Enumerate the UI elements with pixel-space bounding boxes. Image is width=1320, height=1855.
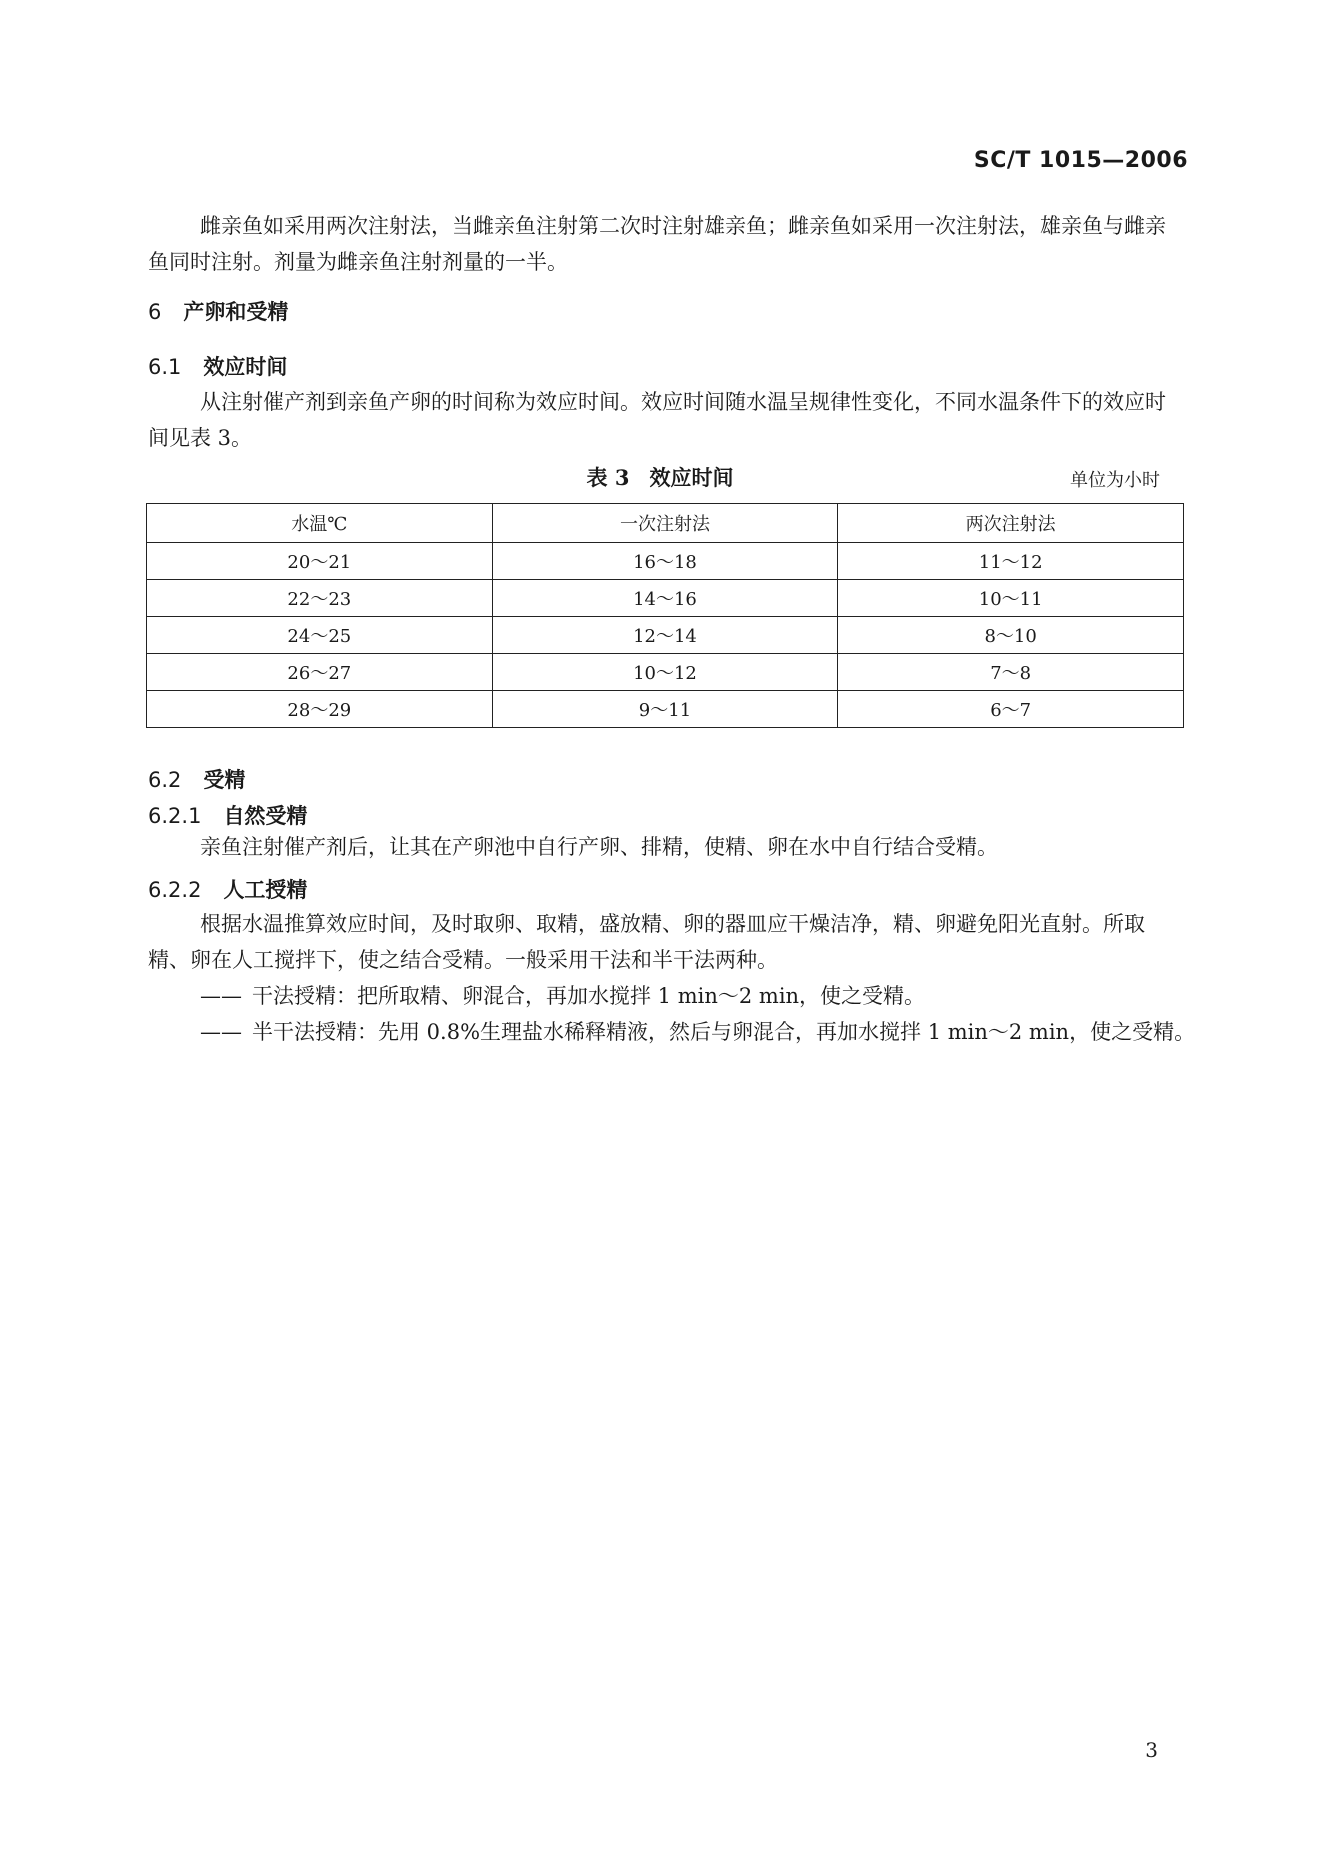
section-6-1-heading: [148, 351, 287, 381]
table-unit: 单位为小时: [1070, 470, 1160, 491]
list-item-dry-method: [200, 978, 1237, 1014]
list-item-text: 半干法授精：先用 0.8%生理盐水稀释精液，然后与卵混合，再加水搅拌 1 min～2 min，使之受精。: [252, 1020, 1196, 1044]
section-6-2-1-heading: [148, 800, 307, 830]
table-cell: 9～11: [492, 691, 838, 728]
intro-paragraph: 雌亲鱼如采用两次注射法，当雌亲鱼注射第二次时注射雄亲鱼；雌亲鱼如采用一次注射法，雄亲鱼与雌亲鱼同时注射。剂量为雌亲鱼注射剂量的一半。: [148, 214, 1166, 274]
section-number: 6.1: [148, 355, 182, 379]
table-row: [147, 654, 1184, 691]
section-number: 6.2.2: [148, 878, 202, 902]
table-cell: 6～7: [838, 691, 1184, 728]
section-6-2-2-heading: [148, 874, 307, 904]
section-6-2-2-paragraph: 根据水温推算效应时间，及时取卵、取精，盛放精、卵的器皿应干燥洁净，精、卵避免阳光直射。所取精、卵在人工搅拌下，使之结合受精。一般采用干法和半干法两种。: [148, 912, 1145, 972]
standard-code: SC/T 1015—2006: [973, 148, 1188, 173]
table-cell: 20～21: [147, 543, 493, 580]
header-double-injection: 两次注射法: [838, 504, 1184, 543]
page-number: 3: [1145, 1738, 1158, 1762]
list-item-text: 干法授精：把所取精、卵混合，再加水搅拌 1 min～2 min，使之受精。: [252, 984, 926, 1008]
table-cell: 8～10: [838, 617, 1184, 654]
table-row: [147, 617, 1184, 654]
section-title: 人工授精: [223, 877, 308, 902]
table-cell: 28～29: [147, 691, 493, 728]
effect-time-table: [146, 503, 1184, 728]
section-number: 6.2.1: [148, 804, 202, 828]
table-cell: 22～23: [147, 580, 493, 617]
section-6-1-paragraph: 从注射催产剂到亲鱼产卵的时间称为效应时间。效应时间随水温呈规律性变化，不同水温条件下的效应时间见表 3。: [148, 390, 1166, 450]
section-title: 自然受精: [223, 803, 308, 828]
table-cell: 16～18: [492, 543, 838, 580]
table-cell: 24～25: [147, 617, 493, 654]
table-caption-number: 表 3: [586, 465, 630, 490]
section-6-2-heading: [148, 764, 245, 794]
section-number: 6: [148, 300, 162, 324]
table-header-row: [147, 504, 1184, 543]
section-title: 受精: [203, 767, 246, 792]
table-cell: 12～14: [492, 617, 838, 654]
list-dash: ——: [200, 984, 242, 1008]
table-cell: 7～8: [838, 654, 1184, 691]
section-6-heading: [148, 296, 288, 326]
list-dash: ——: [200, 1020, 242, 1044]
table-cell: 14～16: [492, 580, 838, 617]
section-6-2-1-paragraph: 亲鱼注射催产剂后，让其在产卵池中自行产卵、排精，使精、卵在水中自行结合受精。: [200, 835, 998, 859]
table-cell: 11～12: [838, 543, 1184, 580]
header-water-temp: 水温℃: [147, 504, 493, 543]
section-number: 6.2: [148, 768, 182, 792]
table-caption-title: 效应时间: [649, 465, 734, 490]
table-cell: 10～12: [492, 654, 838, 691]
section-title: 效应时间: [203, 354, 288, 379]
header-single-injection: 一次注射法: [492, 504, 838, 543]
table-row: [147, 580, 1184, 617]
list-item-semi-dry-method: [200, 1014, 1237, 1050]
table-cell: 10～11: [838, 580, 1184, 617]
table-row: [147, 543, 1184, 580]
table-row: [147, 691, 1184, 728]
table-cell: 26～27: [147, 654, 493, 691]
section-title: 产卵和受精: [183, 299, 289, 324]
